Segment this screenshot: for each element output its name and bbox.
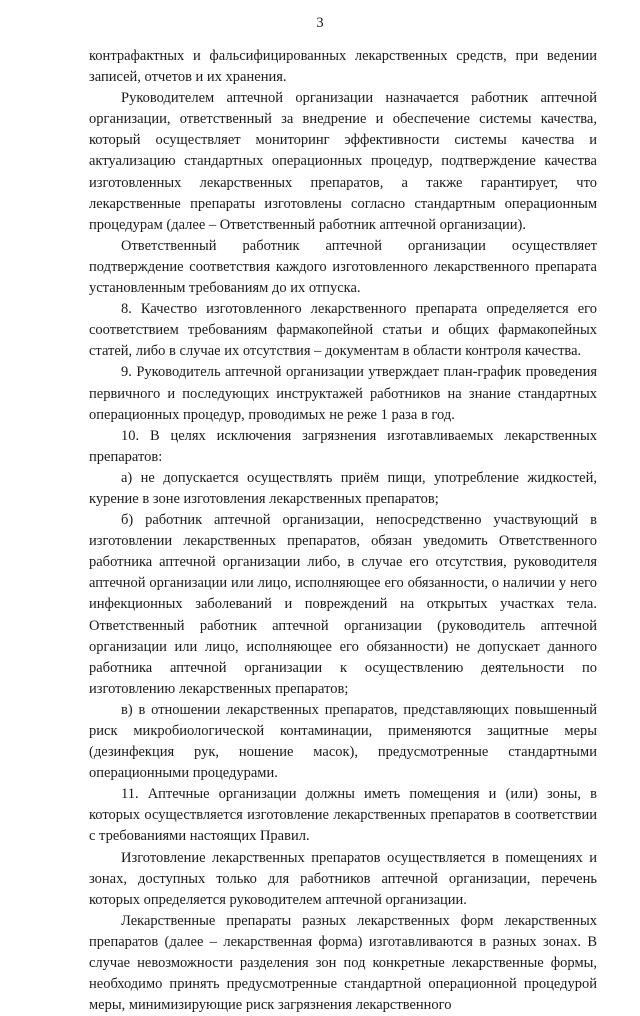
paragraph-item-9: 9. Руководитель аптечной организации утверждает план-график проведения первичного и последующих инструктажей работников на знание стандартных операционных процедур, проводимых не реже 1 раза в год.	[89, 364, 597, 423]
paragraph-premises-access: Изготовление лекарственных препаратов осуществляется в помещениях и зонах, доступных только для работников аптечной организации, перечень которых определяется руководителем аптечной организации.	[89, 849, 597, 908]
paragraph-item-10: 10. В целях исключения загрязнения изготавливаемых лекарственных препаратов:	[89, 427, 597, 465]
paragraph-item-10a: а) не допускается осуществлять приём пищи, употребление жидкостей, курение в зоне изготовления лекарственных препаратов;	[89, 469, 597, 507]
paragraph-dosage-forms: Лекарственные препараты разных лекарственных форм лекарственных препаратов (далее – лекарственная форма) изготавливаются в разных зонах. В случае невозможности разделения зон под конкретные лекарственные формы, необходимо принять предусмотренные стандартной операционной процедурой меры, минимизирующие риск загрязнения лекарственного	[89, 912, 597, 1014]
paragraph-item-10c: в) в отношении лекарственных препаратов, представляющих повышенный риск микробиологической контаминации, применяются защитные меры (дезинфекция рук, ношение масок), предусмотренные стандартными операционными процедурами.	[89, 701, 597, 782]
document-body	[89, 46, 597, 1016]
paragraph-item-11: 11. Аптечные организации должны иметь помещения и (или) зоны, в которых осуществляется изготовление лекарственных препаратов в соответствии с требованиями настоящих Правил.	[89, 786, 597, 845]
page-number: 3	[316, 15, 324, 31]
paragraph-item-10b: б) работник аптечной организации, непосредственно участвующий в изготовлении лекарственных препаратов, обязан уведомить Ответственного работника аптечной организации либо, в случае его отсутствия, руководителя аптечной организации или лицо, исполняющее его обязанности, о наличии у него инфекционных заболеваний и повреждений на открытых участках тела. Ответственный работник аптечной организации (руководитель аптечной организации или лицо, исполняющее его обязанности) не допускает данного работника аптечной организации к осуществлению деятельности по изготовлению лекарственных препаратов;	[89, 512, 597, 697]
paragraph-responsible-appointment: Руководителем аптечной организации назначается работник аптечной организации, ответственный за внедрение и обеспечение системы качества, который осуществляет мониторинг эффективности системы качества и актуализацию стандартных операционных процедур, подтверждение качества изготовленных лекарственных препаратов, а также гарантирует, что лекарственные препараты изготовлены согласно стандартным операционным процедурам (далее – Ответственный работник аптечной организации).	[89, 90, 597, 233]
paragraph-responsible-confirmation: Ответственный работник аптечной организации осуществляет подтверждение соответствия каждого изготовленного лекарственного препарата установленным требованиям до их отпуска.	[89, 237, 597, 297]
paragraph-item-8: 8. Качество изготовленного лекарственного препарата определяется его соответствием требованиям фармакопейной статьи и общих фармакопейных статей, либо в случае их отсутствия – документам в области контроля качества.	[89, 301, 597, 360]
paragraph-continuation: контрафактных и фальсифицированных лекарственных средств, при ведении записей, отчетов и их хранения.	[89, 48, 597, 86]
